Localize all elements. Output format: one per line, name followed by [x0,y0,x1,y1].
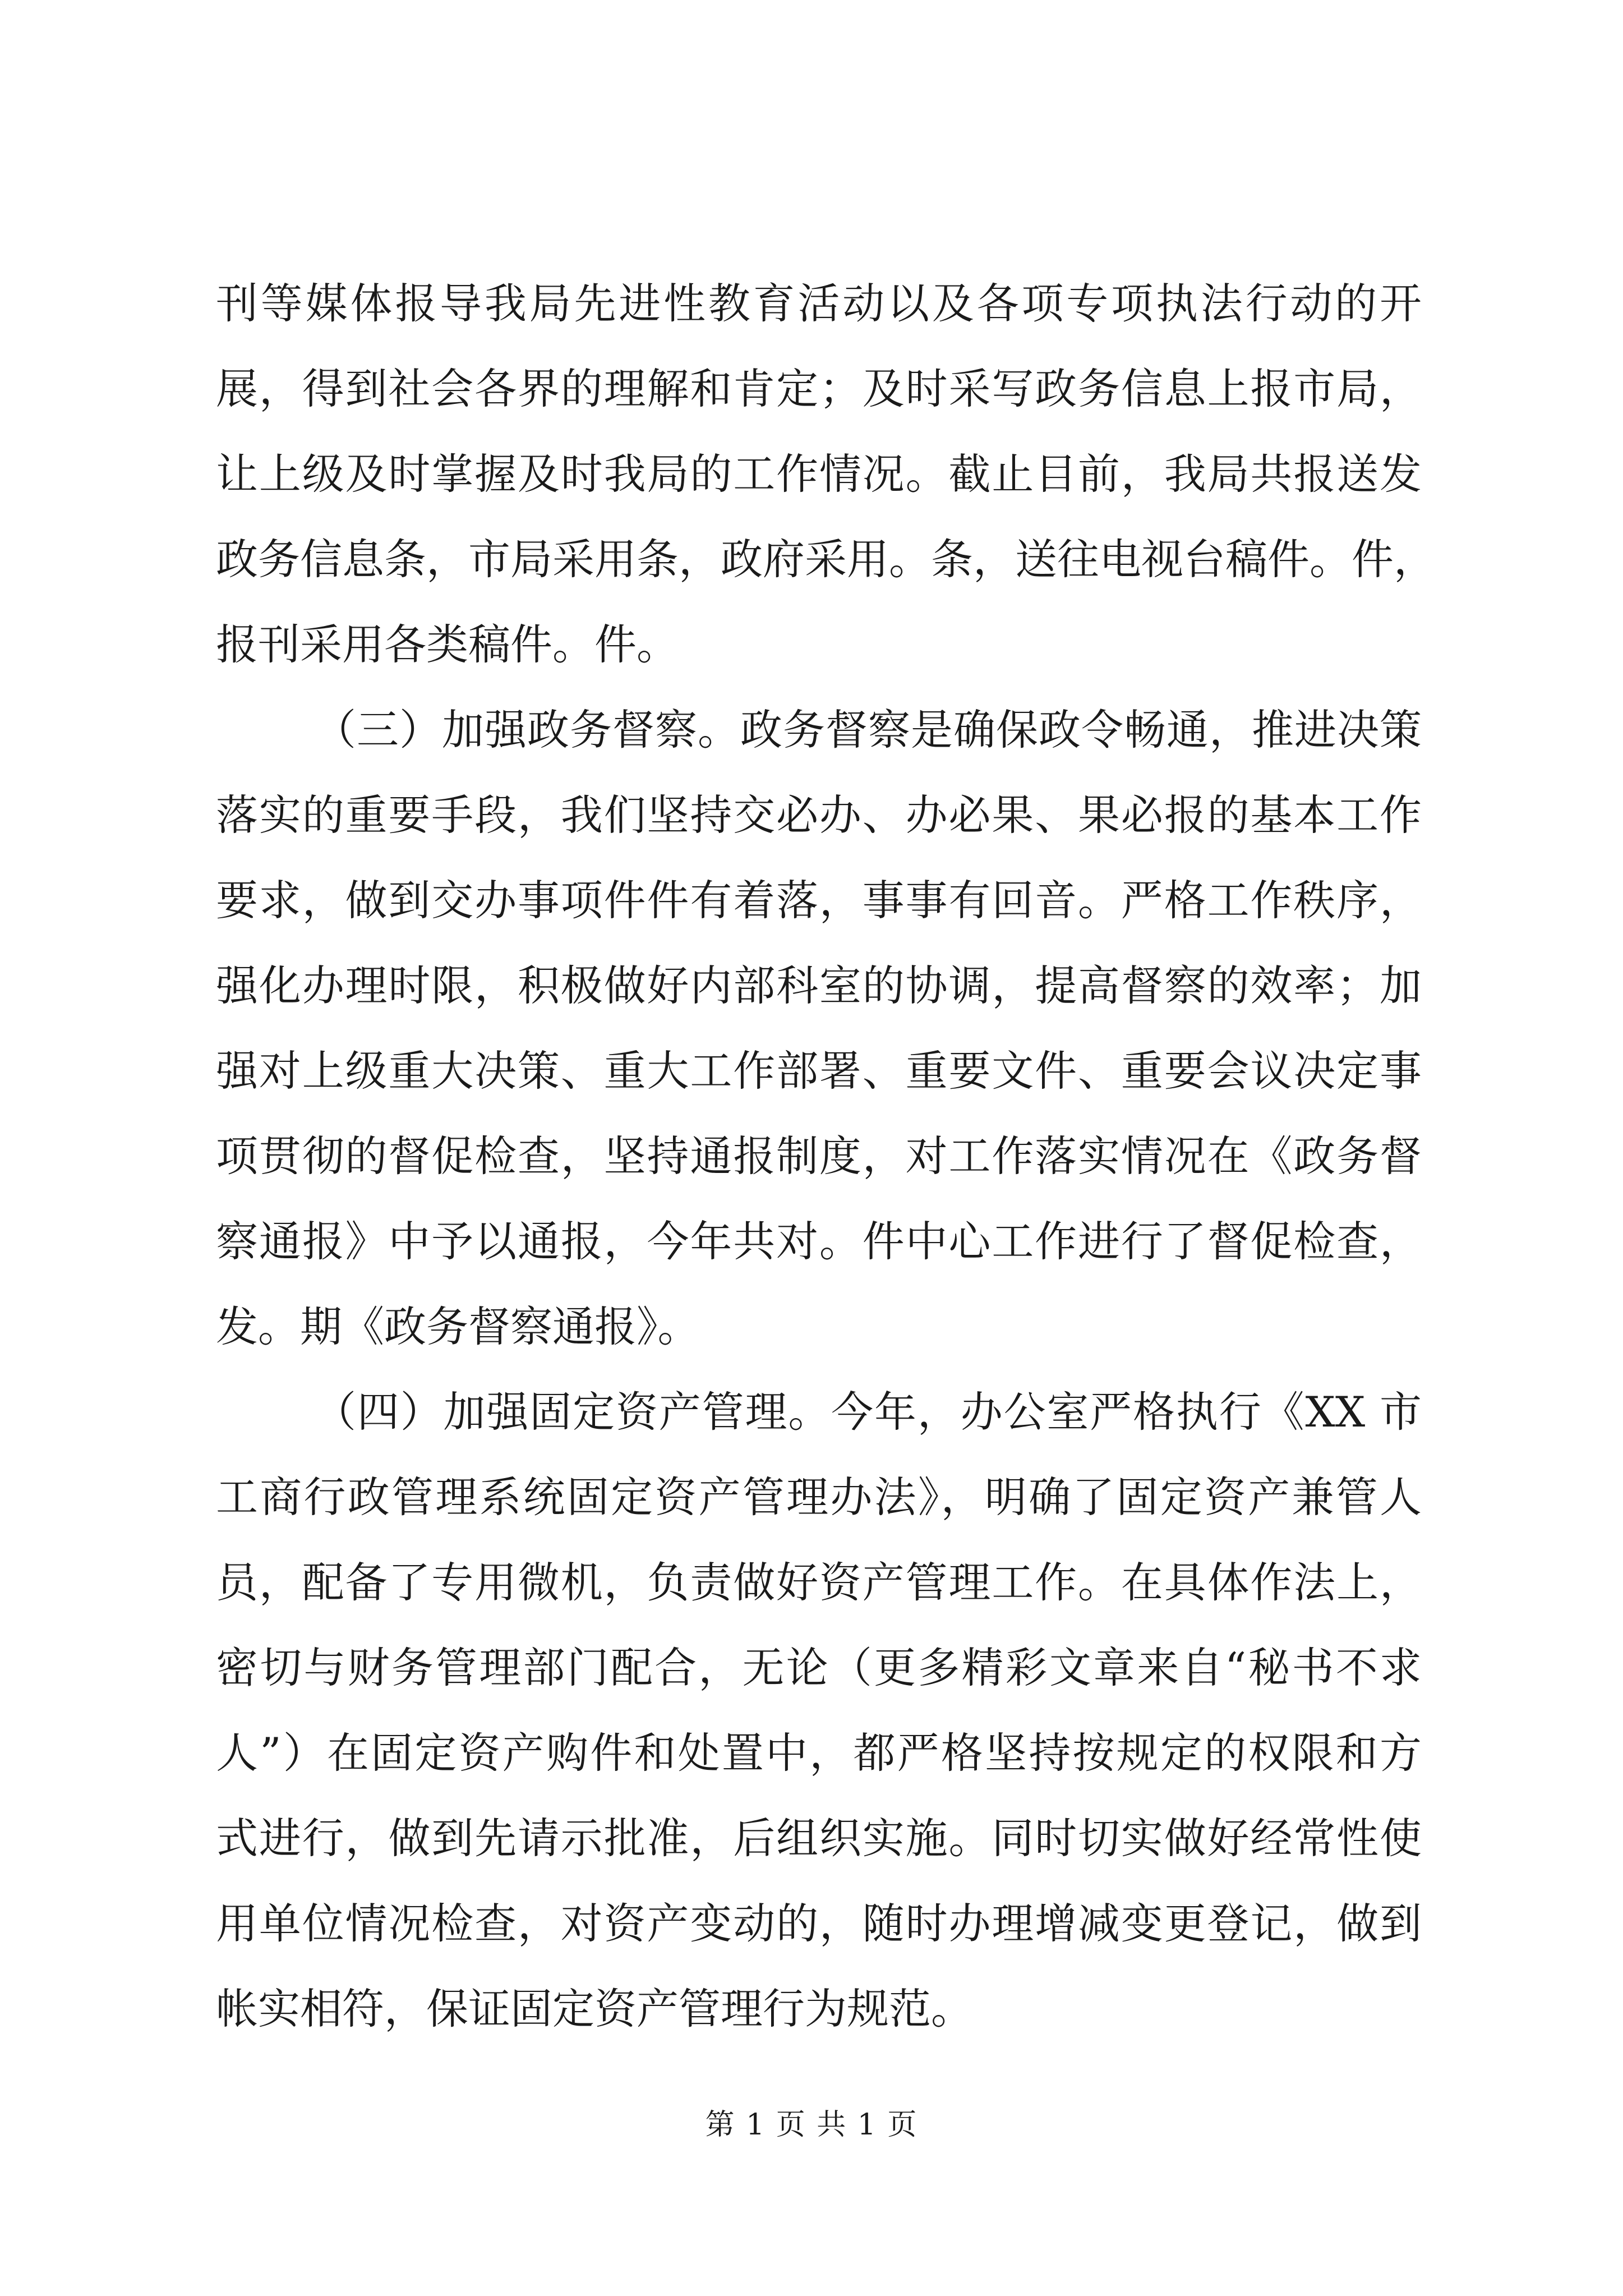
paragraph-3 [216,1369,1422,2051]
text-line: 强化办理时限，积极做好内部科室的协调，提高督察的效率；加 [216,961,1422,1010]
text-line: 式进行，做到先请示批准，后组织实施。同时切实做好经常性使 [216,1814,1422,1863]
text-line: （三）加强政务督察。政务督察是确保政令畅通，推进决策 [314,705,1422,754]
text-line: 密切与财务管理部门配合，无论（更多精彩文章来自“秘书不求 [216,1643,1422,1692]
text-line: 展，得到社会各界的理解和肯定；及时采写政务信息上报市局， [216,364,1422,413]
paragraph-2 [216,687,1422,1369]
text-line: 员，配备了专用微机，负责做好资产管理工作。在具体作法上， [216,1558,1422,1607]
paragraph-1 [216,261,1436,687]
page-footer: 第 1 页 共 1 页 [705,2108,918,2142]
text-line: 要求，做到交办事项件件有着落，事事有回音。严格工作秩序， [216,876,1422,925]
text-line: 帐实相符，保证固定资产管理行为规范。 [216,1984,974,2033]
text-line: 落实的重要手段，我们坚持交必办、办必果、果必报的基本工作 [216,790,1422,840]
text-line: 强对上级重大决策、重大工作部署、重要文件、重要会议决定事 [216,1046,1422,1096]
text-line: 让上级及时掌握及时我局的工作情况。截止目前，我局共报送发 [216,449,1422,499]
text-line: 察通报》中予以通报，今年共对。件中心工作进行了督促检查， [216,1217,1422,1266]
text-line: 工商行政管理系统固定资产管理办法》，明确了固定资产兼管人 [216,1473,1422,1522]
document-body [216,261,1436,2051]
text-line: 政务信息条，市局采用条，政府采用。条，送往电视台稿件。件， [216,535,1436,584]
text-line: 报刊采用各类稿件。件。 [216,620,679,669]
text-line: 人”）在固定资产购件和处置中，都严格坚持按规定的权限和方 [216,1728,1422,1778]
text-line: 项贯彻的督促检查，坚持通报制度，对工作落实情况在《政务督 [216,1131,1422,1181]
text-line: 发。期《政务督察通报》。 [216,1302,700,1351]
text-line: 刊等媒体报导我局先进性教育活动以及各项专项执法行动的开 [216,279,1422,328]
text-line: 用单位情况检查，对资产变动的，随时办理增减变更登记，做到 [216,1899,1422,1948]
text-line: （四）加强固定资产管理。今年，办公室严格执行《XX 市 [314,1387,1422,1437]
